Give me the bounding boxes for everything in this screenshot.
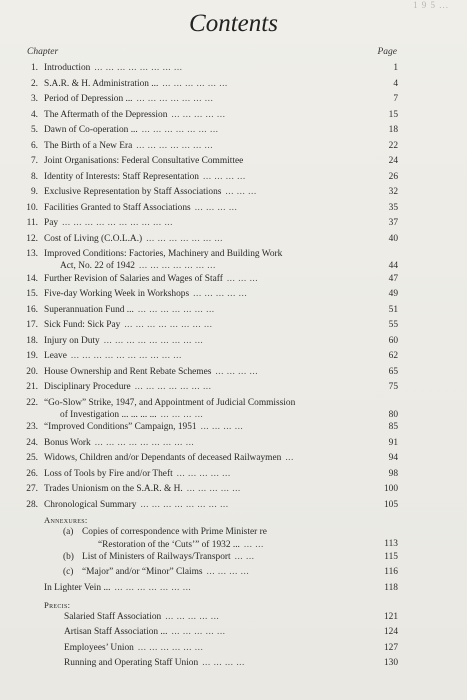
dot-leader: ... ... ... ... <box>194 202 238 213</box>
dot-leader: ... ... ... ... <box>160 410 204 420</box>
entry-title-line: List of Ministers of Railways/Transport <box>82 551 231 562</box>
entry-title-line: The Aftermath of the Depression <box>44 109 168 120</box>
annexures-heading-row <box>0 514 467 526</box>
entry-title <box>64 657 384 669</box>
entry-title <box>44 124 364 136</box>
toc-entry <box>0 366 467 382</box>
chapter-number: 17. <box>26 320 38 331</box>
page-number: 124 <box>383 627 398 638</box>
chapter-number: 7. <box>30 156 38 166</box>
entry-title <box>44 582 364 594</box>
page-number: 18 <box>388 125 398 135</box>
page-number: 100 <box>383 484 398 495</box>
dot-leader: ... ... ... ... ... ... ... <box>136 94 214 104</box>
chapter-number: 28. <box>26 499 38 510</box>
entry-title-line-2: “Restoration of the ‘Cuts’” of 1932 ... ... ... <box>98 539 264 550</box>
page-number: 98 <box>388 468 398 479</box>
chapter-number: 9. <box>30 187 38 197</box>
entry-title <box>64 642 384 654</box>
entry-title-line: Chronological Summary <box>44 499 137 510</box>
page-number: 15 <box>388 109 398 120</box>
entry-title-line: Exclusive Representation by Staff Associations <box>44 187 222 197</box>
page-title: Contents <box>189 10 278 37</box>
dot-leader: ... ... ... ... ... ... ... ... ... <box>94 437 195 448</box>
entry-title <box>44 468 364 480</box>
entry-title <box>44 202 364 214</box>
chapter-number: 25. <box>26 453 38 464</box>
entry-title-line: Superannuation Fund ... <box>44 304 134 315</box>
chapter-number: 22. <box>26 397 38 408</box>
entry-title <box>44 366 364 378</box>
entry-title <box>44 452 364 464</box>
chapter-number: (b) <box>63 551 74 562</box>
toc-entry <box>0 78 467 94</box>
entry-title-line: Cost of Living (C.O.L.A.) <box>44 233 143 244</box>
toc-entry <box>0 171 467 187</box>
chapter-number: 27. <box>26 484 38 495</box>
chapter-number: 6. <box>30 140 38 151</box>
entry-title <box>64 626 384 638</box>
chapter-column-header: Chapter <box>27 47 59 57</box>
entry-title <box>44 273 364 285</box>
entry-title-line: Employees’ Union <box>64 642 134 653</box>
entry-title-line: Identity of Interests: Staff Representation <box>44 171 199 182</box>
dot-leader: ... ... ... ... ... ... ... <box>141 125 219 135</box>
entry-title-line: Injury on Duty <box>44 335 100 346</box>
toc-entry <box>0 452 467 468</box>
annexure-entry <box>0 526 467 551</box>
toc-entry <box>0 499 467 515</box>
entry-title-line: Introduction <box>44 63 91 73</box>
page-number: 115 <box>384 551 398 562</box>
entry-title <box>44 319 364 331</box>
entry-title-line: Joint Organisations: Federal Consultative Committee <box>44 156 244 166</box>
chapter-number: (a) <box>63 527 74 538</box>
toc-entry <box>0 350 467 366</box>
page-number: 32 <box>388 187 398 197</box>
dot-leader: ... ... ... ... <box>206 567 250 578</box>
page-number: 40 <box>388 233 398 244</box>
entry-title-line: Leave <box>44 351 67 362</box>
entry-title-line: Sick Fund: Sick Pay <box>44 320 121 331</box>
entry-title-line: “Major” and/or “Minor” Claims <box>82 567 203 578</box>
page-number: 60 <box>388 335 398 346</box>
dot-leader: ... ... ... ... ... ... ... ... <box>94 63 183 73</box>
page-number: 85 <box>388 422 398 433</box>
dot-leader: ... ... ... ... ... <box>193 289 248 300</box>
corner-mark: 1 9 5 ... <box>413 0 449 10</box>
chapter-number: 16. <box>26 304 38 315</box>
chapter-number: 14. <box>26 273 38 284</box>
entry-title <box>44 140 364 152</box>
entry-title <box>44 155 364 167</box>
entry-title <box>44 248 364 273</box>
dot-leader: ... ... ... ... ... ... <box>162 78 228 89</box>
dot-leader: ... ... ... ... ... ... ... ... ... ... <box>62 218 173 228</box>
chapter-number: 26. <box>26 468 38 479</box>
toc-entry <box>0 202 467 218</box>
entry-title <box>64 611 384 623</box>
dot-leader: ... ... ... <box>225 187 257 197</box>
entry-title <box>82 551 402 563</box>
page-number: 24 <box>388 156 398 166</box>
dot-leader: ... ... ... ... ... ... ... <box>146 233 223 244</box>
entry-title-line: Dawn of Co-operation ... <box>44 125 138 135</box>
page-number: 26 <box>388 171 398 182</box>
page-number: 118 <box>384 582 398 593</box>
entry-title-line: Five-day Working Week in Workshops <box>44 289 190 300</box>
entry-title-line: Copies of correspondence with Prime Minister re <box>82 527 267 538</box>
chapter-number: 20. <box>26 366 38 377</box>
dot-leader: ... ... ... ... ... ... ... ... <box>140 499 229 510</box>
chapter-number: 8. <box>30 171 38 182</box>
dot-leader: ... ... ... ... ... <box>186 484 241 495</box>
entry-title-line: House Ownership and Rent Rebate Schemes <box>44 366 212 377</box>
entry-title <box>44 397 364 422</box>
page-number: 80 <box>388 409 398 420</box>
entry-title-line: Widows, Children and/or Dependants of deceased Railwaymen <box>44 453 282 464</box>
page-number: 4 <box>393 78 398 89</box>
page-number: 113 <box>384 539 398 550</box>
precis-heading: Precis: <box>44 599 71 610</box>
page-number: 47 <box>388 273 398 284</box>
chapter-number: 4. <box>30 109 38 120</box>
page-number: 127 <box>383 642 398 653</box>
dot-leader: ... ... ... ... ... ... <box>137 642 204 653</box>
page-column-header: Page <box>377 47 397 57</box>
dot-leader: ... ... ... ... ... <box>171 109 226 120</box>
toc-entry <box>0 155 467 171</box>
annexure-entry <box>0 551 467 567</box>
dot-leader: ... ... ... ... ... <box>171 627 226 638</box>
toc-entry <box>0 62 467 78</box>
entry-title <box>44 421 364 433</box>
dot-leader: ... ... ... ... ... ... ... <box>114 582 192 593</box>
chapter-number: 13. <box>26 249 38 259</box>
toc-entry <box>0 109 467 125</box>
entry-title-line: Bonus Work <box>44 437 91 448</box>
entry-title-line: S.A.R. & H. Administration ... <box>44 78 159 89</box>
entry-title-line: Pay <box>44 218 59 228</box>
entry-title-line-2: of Investigation ... ... ... ... ... ... ... ... <box>60 410 204 420</box>
dot-leader: ... ... ... ... ... <box>176 468 231 479</box>
toc-entry <box>0 217 467 233</box>
toc-entry <box>0 273 467 289</box>
page-number: 65 <box>388 366 398 377</box>
annexures-heading: Annexures: <box>44 515 88 526</box>
entry-title-line: Trades Unionism on the S.A.R. & H. <box>44 484 183 495</box>
chapter-number: 21. <box>26 382 38 393</box>
chapter-number: 1. <box>30 63 38 73</box>
entry-title <box>82 566 402 578</box>
entry-title-line: The Birth of a New Era <box>44 140 133 151</box>
toc-entry <box>0 304 467 320</box>
page-number: 105 <box>383 499 398 510</box>
precis-entry <box>0 626 467 642</box>
dot-leader: ... ... ... ... <box>200 422 244 433</box>
chapter-number: 2. <box>30 78 38 89</box>
entry-title-line: Further Revision of Salaries and Wages of Staff <box>44 273 223 284</box>
entry-title-line: Artisan Staff Association ... <box>64 627 168 638</box>
entry-title <box>44 381 364 393</box>
dot-leader: ... ... ... ... ... ... ... <box>136 140 214 151</box>
dot-leader: ... ... ... ... ... ... ... <box>134 382 212 393</box>
page-number: 75 <box>388 382 398 393</box>
toc-entry <box>0 381 467 397</box>
entry-title <box>44 288 364 300</box>
entry-title-line: Improved Conditions: Factories, Machinery and Building Work <box>44 249 283 259</box>
toc-entry <box>0 319 467 335</box>
entry-title <box>44 437 364 449</box>
page-number: 130 <box>383 658 398 669</box>
page-number: 62 <box>388 351 398 362</box>
entry-title <box>44 499 364 511</box>
dot-leader: ... ... ... ... ... ... ... ... ... ... <box>70 351 182 362</box>
dot-leader: ... ... <box>234 551 255 562</box>
entry-title-line-2: Act, No. 22 of 1942 ... ... ... ... ... ... ... <box>60 261 216 272</box>
lighter-vein-entry <box>0 582 467 599</box>
chapter-number: 5. <box>30 125 38 135</box>
entry-title-line: Facilities Granted to Staff Associations <box>44 202 191 213</box>
dot-leader: ... ... ... ... <box>202 658 245 669</box>
chapter-number: 19. <box>26 351 38 362</box>
page-number: 22 <box>388 140 398 151</box>
page-number: 91 <box>388 437 398 448</box>
dot-leader: ... ... ... ... ... ... ... ... <box>124 320 213 331</box>
toc-entry <box>0 248 467 273</box>
entry-title <box>44 335 364 347</box>
entry-title <box>44 109 364 121</box>
chapter-number: 10. <box>26 202 38 213</box>
entry-title <box>44 483 364 495</box>
toc-entry <box>0 124 467 140</box>
table-of-contents <box>0 62 467 673</box>
toc-entry <box>0 233 467 249</box>
entry-title <box>44 233 364 245</box>
entry-title <box>44 186 364 198</box>
entry-title-line: Salaried Staff Association <box>64 611 162 622</box>
page-number: 1 <box>393 63 398 73</box>
toc-entry <box>0 483 467 499</box>
page-number: 37 <box>388 218 398 228</box>
toc-entry <box>0 437 467 453</box>
entry-title-line: Disciplinary Procedure <box>44 382 131 393</box>
toc-entry <box>0 140 467 156</box>
precis-heading-row <box>0 599 467 611</box>
page-number: 94 <box>388 453 398 464</box>
entry-title <box>44 62 364 74</box>
toc-entry <box>0 335 467 351</box>
chapter-number: 11. <box>26 218 38 228</box>
toc-entry <box>0 468 467 484</box>
entry-title-line: “Go-Slow” Strike, 1947, and Appointment of Judicial Commission <box>44 397 296 408</box>
chapter-number: 12. <box>26 233 38 244</box>
page-number: 49 <box>388 289 398 300</box>
chapter-number: 18. <box>26 335 38 346</box>
chapter-number: 23. <box>26 422 38 433</box>
chapter-number: 15. <box>26 289 38 300</box>
page-number: 44 <box>388 261 398 271</box>
entry-title-line: “Improved Conditions” Campaign, 1951 <box>44 422 197 433</box>
precis-entry <box>0 657 467 673</box>
entry-title <box>44 217 364 229</box>
entry-title <box>44 350 364 362</box>
entry-title-line: Loss of Tools by Fire and/or Theft <box>44 468 173 479</box>
dot-leader: ... ... ... ... ... ... ... ... ... <box>103 335 204 346</box>
entry-title-line: Running and Operating Staff Union <box>64 658 199 669</box>
page-number: 55 <box>388 320 398 331</box>
dot-leader: ... ... ... ... <box>203 171 246 182</box>
page-number: 51 <box>388 304 398 315</box>
dot-leader: ... ... <box>243 539 264 550</box>
precis-entry <box>0 642 467 658</box>
toc-entry <box>0 421 467 437</box>
page-number: 121 <box>383 611 398 622</box>
entry-title-line: In Lighter Vein ... <box>44 582 111 593</box>
chapter-number: 3. <box>30 94 38 104</box>
annexure-entry <box>0 566 467 582</box>
dot-leader: ... ... ... ... ... ... ... <box>139 261 216 272</box>
entry-title <box>82 526 402 551</box>
toc-entry <box>0 288 467 304</box>
page-number: 35 <box>388 202 398 213</box>
page-number: 116 <box>384 567 398 578</box>
dot-leader: ... ... ... ... <box>215 366 259 377</box>
chapter-number: 24. <box>26 437 38 448</box>
entry-title <box>44 304 364 316</box>
dot-leader: ... ... ... <box>226 273 259 284</box>
entry-title-line: Period of Depression ... <box>44 94 133 104</box>
entry-title <box>44 171 364 183</box>
precis-entry <box>0 611 467 627</box>
dot-leader: ... ... ... ... ... <box>165 611 220 622</box>
chapter-number: (c) <box>63 567 74 578</box>
dot-leader: ... ... ... ... ... ... ... <box>137 304 215 315</box>
entry-title <box>44 78 364 90</box>
entry-title <box>44 93 364 105</box>
page-number: 7 <box>393 94 398 104</box>
toc-entry <box>0 93 467 109</box>
dot-leader: ... <box>285 453 294 464</box>
toc-entry <box>0 186 467 202</box>
toc-entry <box>0 397 467 422</box>
